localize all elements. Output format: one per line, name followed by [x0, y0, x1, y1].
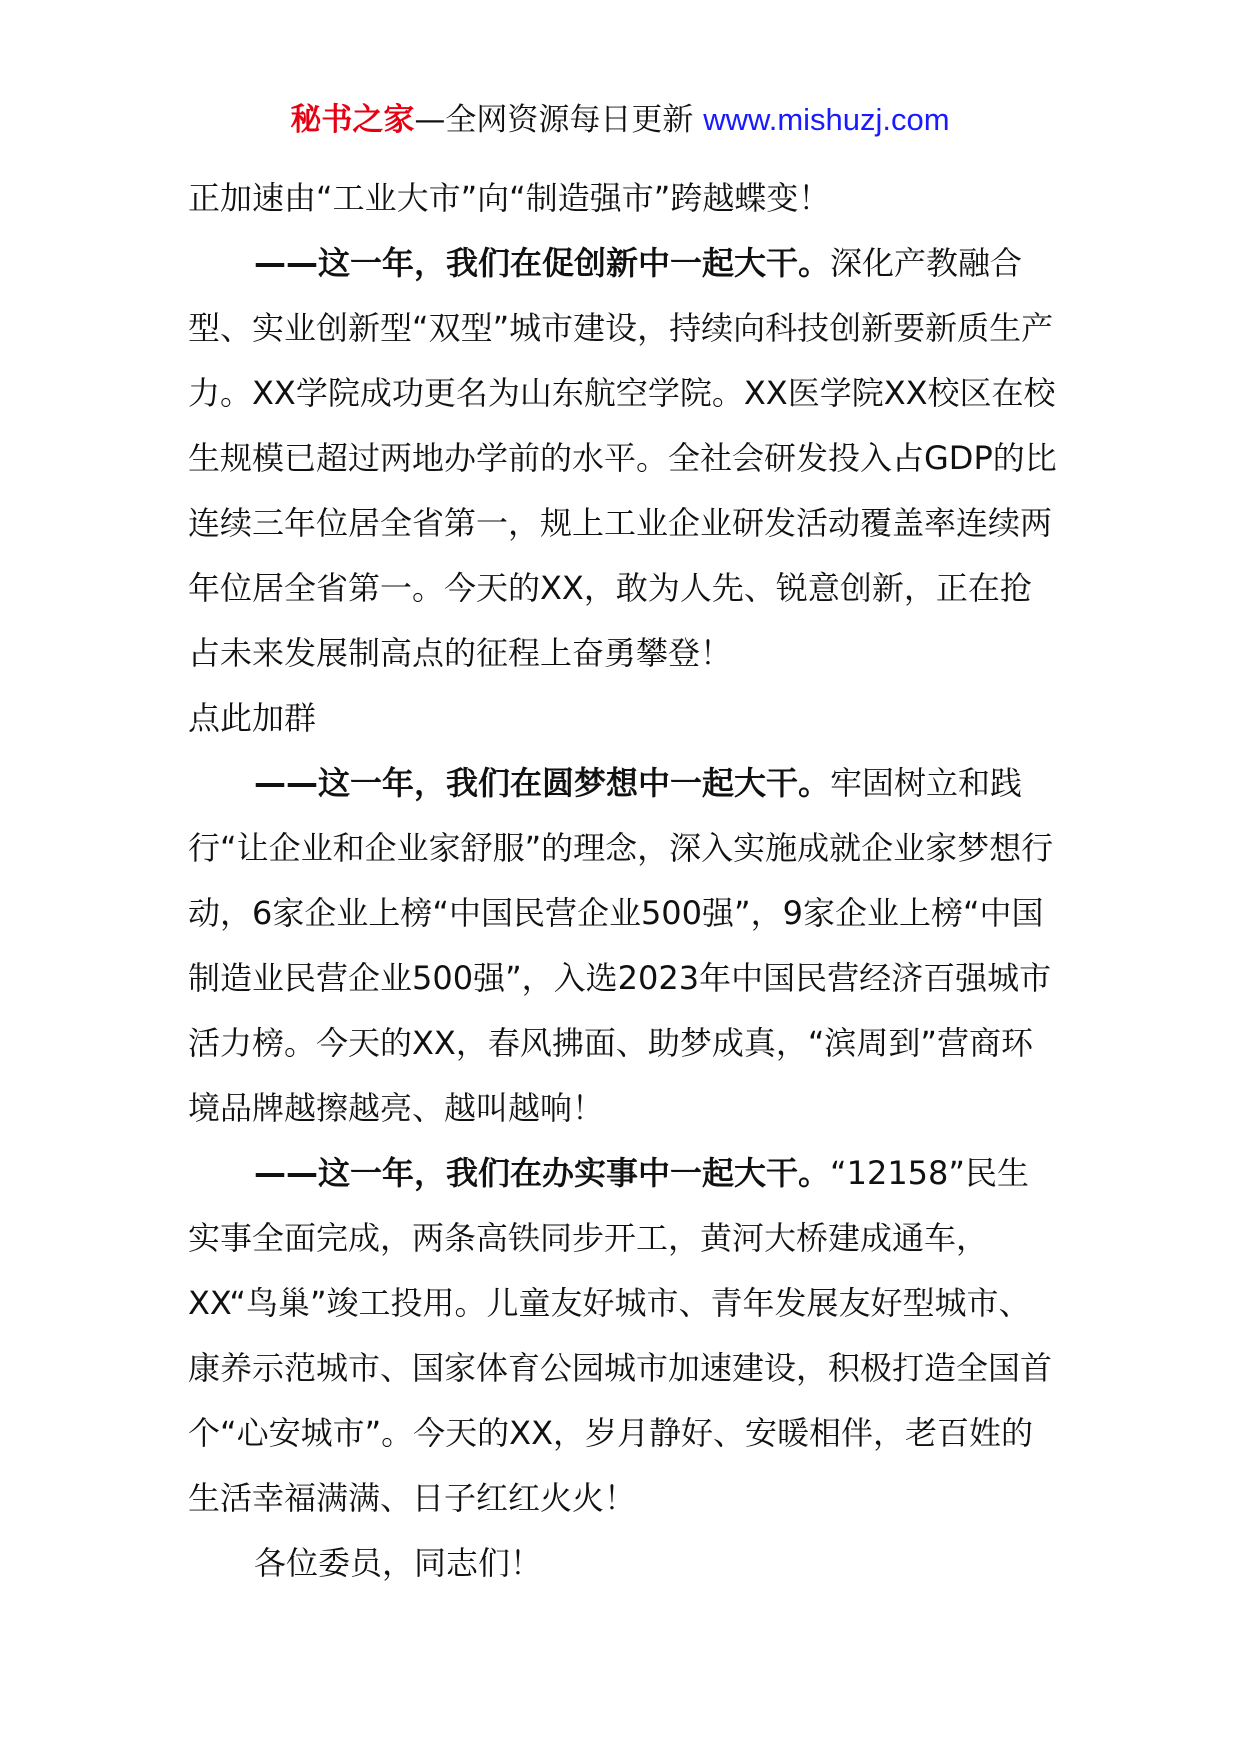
page-header [0, 100, 1240, 140]
paragraph-body: 牢固树立和践行“让企业和企业家舒服”的理念，深入实施成就企业家梦想行动，6家企业上榜“中国民营企业500强”，9家企业上榜“中国制造业民营企业500强”，入选2023年中国民营经济百强城市活力榜。今天的XX，春风拂面、助梦成真，“滨周到”营商环境品牌越擦越亮、越叫越响！ [188, 764, 1054, 1127]
paragraph-body: 深化产教融合型、实业创新型“双型”城市建设，持续向科技创新要新质生产力。XX学院成功更名为山东航空学院。XX医学院XX校区在校生规模已超过两地办学前的水平。全社会研发投入占GDP的比连续三年位居全省第一，规上工业企业研发活动覆盖率连续两年位居全省第一。今天的XX，敢为人先、锐意创新，正在抢占未来发展制高点的征程上奋勇攀登！ [188, 244, 1057, 672]
document-body [188, 166, 1058, 1596]
paragraph-closing: 各位委员，同志们！ [254, 1544, 543, 1582]
paragraph-practical [188, 1141, 1058, 1531]
paragraph-lead: ——这一年，我们在促创新中一起大干。 [254, 244, 831, 282]
paragraph-body: “12158”民生实事全面完成，两条高铁同步开工，黄河大桥建成通车，XX“鸟巢”竣工投用。儿童友好城市、青年发展友好型城市、康养示范城市、国家体育公园城市加速建设，积极打造全国首个“心安城市”。今天的XX，岁月静好、安暖相伴，老百姓的生活幸福满满、日子红红火火！ [188, 1154, 1053, 1517]
website-link[interactable]: www.mishuzj.com [703, 102, 950, 137]
brand-name: 秘书之家 [290, 102, 415, 138]
paragraph-lead: ——这一年，我们在办实事中一起大干。 [254, 1154, 831, 1192]
paragraph-dream [188, 751, 1058, 1141]
join-group-link[interactable]: 点此加群 [188, 699, 317, 737]
header-tagline: —全网资源每日更新 [414, 102, 704, 138]
paragraph-continuation: 正加速由“工业大市”向“制造强市”跨越蝶变！ [188, 179, 831, 217]
paragraph-innovation [188, 231, 1058, 686]
paragraph-lead: ——这一年，我们在圆梦想中一起大干。 [254, 764, 831, 802]
